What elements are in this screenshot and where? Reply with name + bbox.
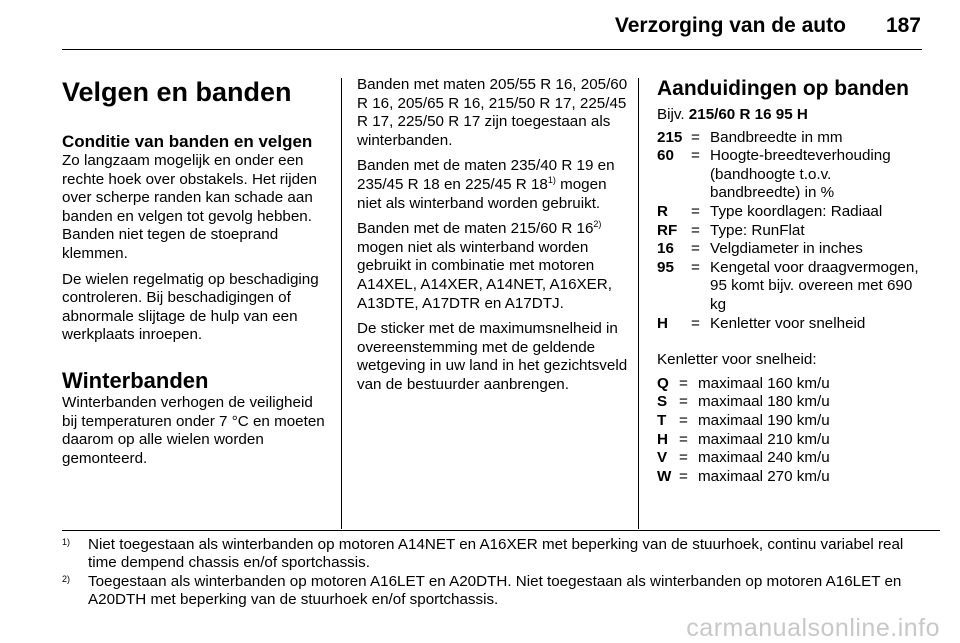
- speed-value: maximaal 270 km/u: [698, 467, 830, 485]
- def-sep: =: [691, 221, 700, 239]
- definition-row: [657, 315, 919, 334]
- def-key: 95: [657, 258, 674, 276]
- page-number: 187: [885, 14, 921, 37]
- paragraph-text: Banden met de maten 215/60 R 16: [357, 220, 594, 238]
- paragraph: [357, 157, 629, 213]
- definition-row: [657, 240, 919, 259]
- paragraph-text: Banden met de maten 235/40 R 19 en 235/45 R 18 en 225/45 R 18: [357, 157, 615, 193]
- watermark: carmanualsonline.info: [686, 614, 940, 642]
- speed-key: W: [657, 467, 672, 485]
- footnote-mark: 1): [62, 537, 71, 547]
- def-value: Kenletter voor snelheid: [710, 314, 866, 332]
- speed-row: [657, 412, 919, 431]
- example-prefix: Bijv.: [657, 106, 689, 123]
- definition-row: [657, 259, 919, 315]
- footnote-1: [62, 536, 922, 571]
- paragraph-text: mogen niet als winterband worden gebruikt in combinatie met motoren A14XEL, A14XER, A14NET, A16XER, A13DTE, A17DTR en A17DTJ.: [357, 238, 612, 312]
- speed-value: maximaal 160 km/u: [698, 374, 830, 392]
- definition-row: [657, 147, 919, 203]
- speed-sep: =: [679, 411, 688, 429]
- def-sep: =: [691, 240, 700, 258]
- tyre-markings-heading: Aanduidingen op banden: [657, 77, 909, 100]
- def-sep: =: [691, 314, 700, 332]
- example-line: [657, 106, 919, 125]
- definition-row: [657, 222, 919, 241]
- speed-intro: Kenletter voor snelheid:: [657, 351, 817, 369]
- footnotes: [62, 536, 922, 610]
- def-key: H: [657, 314, 668, 332]
- footnote-ref[interactable]: 2): [593, 219, 602, 230]
- speed-row: [657, 431, 919, 450]
- footnote-2: [62, 573, 922, 608]
- definition-row: [657, 203, 919, 222]
- subsection-heading-tyre-condition: Conditie van banden en velgen: [62, 132, 313, 151]
- speed-key: T: [657, 411, 667, 429]
- def-key: RF: [657, 221, 678, 239]
- column-divider-2: [638, 78, 639, 529]
- def-key: R: [657, 202, 668, 220]
- def-sep: =: [691, 147, 700, 165]
- section-title: Velgen en banden: [62, 77, 292, 107]
- paragraph: Zo langzaam mogelijk en onder een rechte hoek over obstakels. Het rijden over scherpe randen kan schade aan banden en velgen tot gevolg hebben. Banden niet tegen de stoeprand klemmen.: [62, 152, 317, 262]
- column-divider-1: [341, 78, 342, 529]
- footnote-rule: [62, 530, 940, 531]
- def-key: 16: [657, 240, 674, 258]
- speed-row: [657, 393, 919, 412]
- footnote-text: Niet toegestaan als winterbanden op motoren A14NET en A16XER met beperking van de stuurhoek, continu variabel real time dempend chassis en/of sportchassis.: [88, 536, 904, 571]
- def-value: Hoogte-breedteverhouding (bandhoogte t.o.v. bandbreedte) in %: [710, 147, 891, 202]
- page-header: [615, 14, 921, 38]
- def-sep: =: [691, 258, 700, 276]
- column-3: [657, 76, 919, 486]
- speed-row: [657, 375, 919, 394]
- speed-sep: =: [679, 374, 688, 392]
- speed-value: maximaal 210 km/u: [698, 430, 830, 448]
- def-value: Velgdiameter in inches: [710, 240, 863, 258]
- def-key: 215: [657, 128, 683, 146]
- speed-value: maximaal 240 km/u: [698, 449, 830, 467]
- paragraph: De wielen regelmatig op beschadiging controleren. Bij beschadigingen of abnormale slijtage de hulp van een werkplaats inroepen.: [62, 270, 319, 344]
- def-value: Bandbreedte in mm: [710, 128, 843, 146]
- column-1: [62, 76, 328, 475]
- speed-sep: =: [679, 467, 688, 485]
- def-key: 60: [657, 147, 674, 165]
- speed-key: V: [657, 449, 668, 467]
- header-rule: [62, 49, 922, 50]
- def-sep: =: [691, 128, 700, 146]
- footnote-mark: 2): [62, 574, 71, 584]
- column-2: [357, 76, 629, 402]
- speed-key: S: [657, 393, 668, 411]
- definition-list: [657, 129, 919, 334]
- subsection-heading-winter-tyres: Winterbanden: [62, 367, 209, 393]
- speed-sep: =: [679, 449, 688, 467]
- definition-row: [657, 129, 919, 148]
- speed-key: Q: [657, 374, 669, 392]
- def-sep: =: [691, 202, 700, 220]
- speed-row: [657, 449, 919, 468]
- paragraph: Winterbanden verhogen de veiligheid bij temperaturen onder 7 °C en moeten daarom op alle wielen worden gemonteerd.: [62, 393, 325, 467]
- paragraph: De sticker met de maximumsnelheid in overeenstemming met de geldende wetgeving in uw land in het gezichtsveld van de bestuurder aanbrengen.: [357, 320, 628, 393]
- speed-value: maximaal 180 km/u: [698, 393, 830, 411]
- speed-list: [657, 375, 919, 487]
- speed-sep: =: [679, 393, 688, 411]
- speed-value: maximaal 190 km/u: [698, 411, 830, 429]
- paragraph-text: mogen niet als winterband worden gebruikt.: [357, 175, 607, 212]
- example-code: 215/60 R 16 95 H: [688, 106, 808, 123]
- footnote-text: Toegestaan als winterbanden op motoren A16LET en A20DTH. Niet toegestaan als winterbanden op motoren A16LET en A20DTH met beperking van de stuurhoek en/of sportchassis.: [88, 573, 902, 608]
- speed-key: H: [657, 430, 668, 448]
- speed-sep: =: [679, 430, 688, 448]
- chapter-title: Verzorging van de auto: [614, 14, 846, 37]
- paragraph: [357, 220, 629, 313]
- def-value: Kengetal voor draagvermogen, 95 komt bijv. overeen met 690 kg: [710, 258, 919, 313]
- def-value: Type: RunFlat: [710, 221, 805, 239]
- speed-row: [657, 468, 919, 487]
- def-value: Type koordlagen: Radiaal: [710, 202, 883, 220]
- paragraph: Banden met maten 205/55 R 16, 205/60 R 16, 205/65 R 16, 215/50 R 17, 225/45 R 17, 225/50 R 17 zijn toegestaan als winterbanden.: [357, 76, 628, 149]
- footnote-ref[interactable]: 1): [547, 174, 556, 185]
